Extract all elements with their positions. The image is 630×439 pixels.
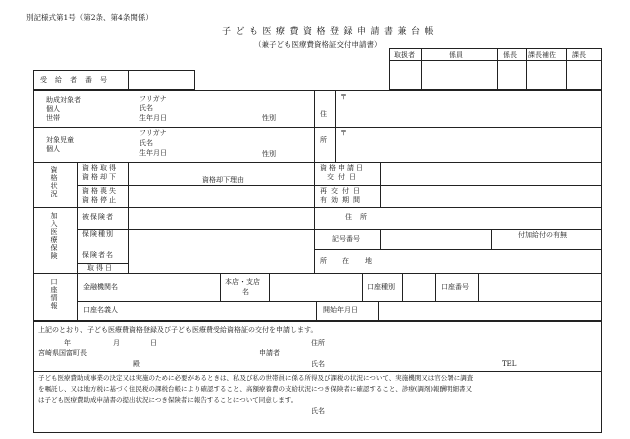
- bank-branch-label-1: 本店・支店: [225, 278, 260, 286]
- subject-furigana-label: フリガナ: [139, 95, 167, 103]
- consent-name-label: 氏名: [311, 407, 325, 415]
- subject-name-label: 氏名: [139, 104, 153, 112]
- application-honorific: 殿: [133, 360, 140, 368]
- status-apply-date-label: 資格申請日: [320, 164, 365, 172]
- address-label-2: 所: [320, 136, 327, 144]
- application-statement: 上記のとおり、子ども医療費資格登録及び子ども医療費受給資格証の交付を申請します。: [38, 326, 318, 334]
- insurance-address-label: 住所: [345, 213, 375, 221]
- bank-number-label: 口座番号: [441, 283, 469, 291]
- bank-institution-label: 金融機関名: [83, 283, 118, 291]
- office-director-label: 課長: [572, 51, 586, 59]
- bank-start-label: 開始年月日: [323, 306, 358, 314]
- application-day-label: 日: [150, 339, 157, 347]
- bank-branch-label-2: 名: [242, 288, 249, 296]
- subject-household-label: 世帯: [46, 114, 60, 122]
- postal-mark-child: 〒: [340, 129, 347, 137]
- consent-line-1: 子ども医療費助成事業の決定又は実施のために必要があるときは、私及び私の世帯員に係る所得及び課税の状況について、実施機関又は官公署に調査: [38, 374, 474, 382]
- insurance-acquired-label: 取得日: [87, 264, 114, 272]
- office-deputy-label: 課長補佐: [528, 51, 556, 59]
- insurance-benefit-label: 付加給付の有無: [518, 231, 567, 239]
- bank-section-label: 口座情報: [50, 278, 58, 310]
- application-name-label: 氏名: [311, 360, 325, 368]
- office-chief-label: 係長: [503, 51, 517, 59]
- application-mayor-label: 宮崎県国富町長: [38, 349, 87, 357]
- subject-birth-label: 生年月日: [139, 114, 167, 122]
- status-section-label: 資格状況: [50, 166, 58, 198]
- status-reject-label: 資格却下: [82, 173, 118, 181]
- main-table: [33, 90, 602, 321]
- child-name-label: 氏名: [139, 139, 153, 147]
- child-individual-label: 個人: [46, 145, 60, 153]
- recipient-number-label: 受給者番号: [40, 76, 115, 84]
- insurance-section-label: 加入医療保険: [50, 212, 58, 260]
- address-label-1: 住: [320, 110, 327, 118]
- form-number: 別記様式第1号（第2条、第4条関係）: [26, 13, 153, 22]
- application-year-label: 年: [64, 339, 71, 347]
- status-valid-period-label: 有効期間: [320, 196, 364, 204]
- status-issue-date-label: 交付日: [327, 173, 360, 181]
- page-subtitle: （兼子ども医療費資格証交付申請書）: [254, 40, 382, 49]
- status-reissue-date-label: 再交付日: [320, 187, 364, 195]
- subject-gender-label: 性別: [262, 114, 276, 122]
- insurance-location-label-2: 在: [342, 257, 349, 265]
- application-address-label: 住所: [311, 339, 325, 347]
- insurance-insured-label: 被保険者: [82, 213, 114, 221]
- office-staff-label: 係員: [449, 51, 463, 59]
- postal-mark-subject: 〒: [340, 93, 347, 101]
- office-handler-label: 取扱者: [394, 51, 415, 59]
- child-birth-label: 生年月日: [139, 149, 167, 157]
- child-furigana-label: フリガナ: [139, 129, 167, 137]
- bank-holder-label: 口座名義人: [83, 306, 118, 314]
- insurance-location-label-1: 所: [320, 257, 327, 265]
- consent-line-2: を嘱託し、又は地方税に基づく住民税の課税台帳により確認すること、高額療養費の支給状況につき保険者に確認すること、診療(調剤)報酬明細書又: [38, 385, 472, 393]
- application-applicant-label: 申請者: [259, 349, 280, 357]
- page-title: 子ども医療費資格登録申請書兼台帳: [222, 27, 439, 37]
- insurance-type-label: 保険種別: [82, 230, 114, 238]
- insurance-insurer-label: 保険者名: [82, 251, 114, 259]
- insurance-symbol-number-label: 記号番号: [332, 235, 360, 243]
- child-gender-label: 性別: [262, 150, 276, 158]
- application-tel-label: TEL: [502, 360, 517, 368]
- subject-individual-label: 個人: [46, 105, 60, 113]
- consent-line-3: は子ども医療費助成申請書の提出状況につき保険者に報告することについて同意します。: [38, 396, 298, 404]
- status-reject-reason-label: 資格却下理由: [202, 176, 244, 184]
- status-stop-label: 資格停止: [82, 196, 118, 204]
- bank-type-label: 口座種別: [367, 283, 395, 291]
- child-label: 対象児童: [46, 136, 74, 144]
- status-loss-label: 資格喪失: [82, 187, 118, 195]
- insurance-location-label-3: 地: [365, 257, 372, 265]
- subject-label: 助成対象者: [46, 96, 81, 104]
- status-acquire-label: 資格取得: [82, 164, 118, 172]
- application-month-label: 月: [113, 339, 120, 347]
